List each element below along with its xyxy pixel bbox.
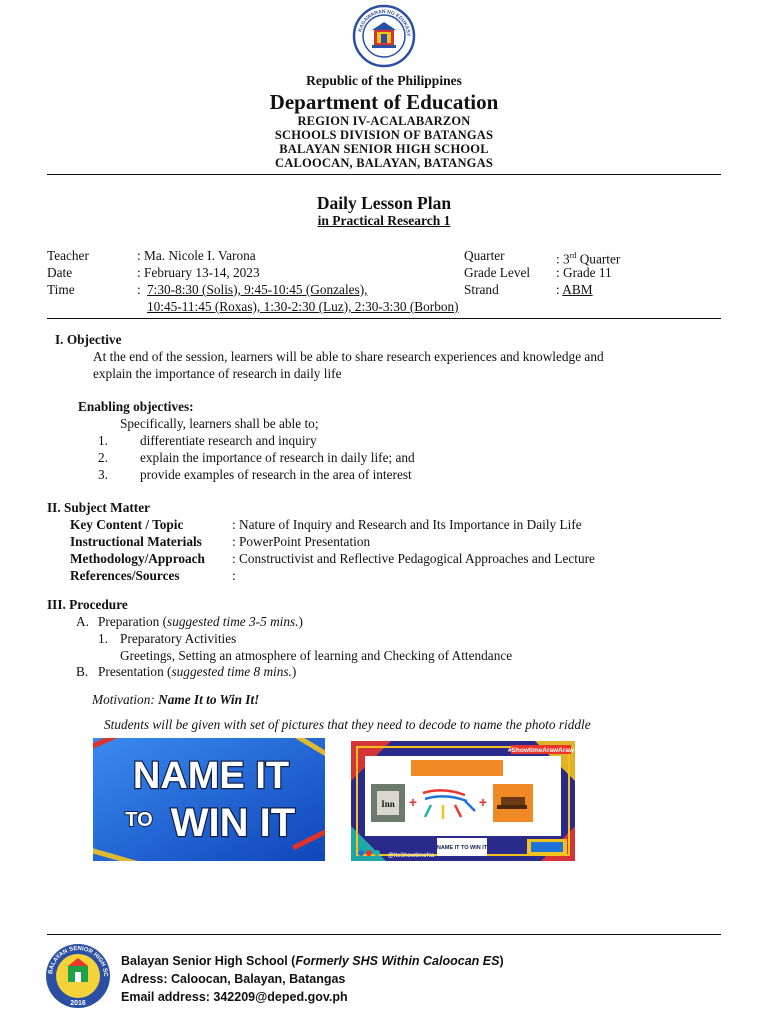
subject-value-references: :	[232, 568, 236, 583]
time-colon: :	[137, 282, 141, 297]
strand-colon: :	[556, 282, 560, 297]
school-line: BALAYAN SENIOR HIGH SCHOOL	[279, 142, 489, 156]
teacher-value: : Ma. Nicole I. Varona	[137, 248, 256, 263]
time-line-1: 7:30-8:30 (Solis), 9:45-10:45 (Gonzales),	[147, 282, 368, 297]
name-it-to-win-it-banner	[93, 738, 325, 861]
enabling-num-1: 1.	[98, 433, 108, 448]
strand-text: ABM	[562, 282, 593, 297]
time-label: Time	[47, 282, 75, 297]
enabling-num-3: 3.	[98, 467, 108, 482]
subject-label-materials: Instructional Materials	[70, 534, 202, 549]
subject-label-references: References/Sources	[70, 568, 180, 583]
footer-address: Adress: Caloocan, Balayan, Batangas	[121, 972, 346, 986]
preparatory-num: 1.	[98, 631, 108, 646]
presentation-close: )	[291, 664, 297, 679]
enabling-item-2: explain the importance of research in daily life; and	[140, 450, 415, 465]
objective-heading: I. Objective	[55, 332, 122, 347]
strand-value	[556, 281, 593, 298]
time-line-2: 10:45-11:45 (Roxas), 1:30-2:30 (Luz), 2:30-3:30 (Borbon)	[147, 299, 459, 314]
riddle-handle: @ItsShowtimeNa	[387, 853, 435, 859]
presentation-time: suggested time 8 mins.	[171, 664, 292, 679]
region-line: REGION IV-ACALABARZON	[297, 114, 471, 128]
lesson-plan-title: Daily Lesson Plan	[316, 193, 452, 213]
subtitle-text: in Practical Research 1	[317, 213, 451, 228]
objective-text-1: At the end of the session, learners will be able to share research experiences and knowledge and	[93, 349, 604, 364]
presentation-text: Presentation (	[98, 664, 172, 679]
grade-label: Grade Level	[464, 265, 531, 280]
motivation-title: Name It to Win It!	[158, 692, 260, 707]
quarter-sup: rd	[569, 251, 577, 260]
preparation-time: suggested time 3-5 mins.	[167, 614, 299, 629]
header-divider	[47, 174, 721, 175]
preparation-close: )	[298, 614, 303, 629]
department-title: Department of Education	[269, 90, 499, 114]
quarter-label: Quarter	[464, 248, 505, 263]
banner-to: TO	[125, 809, 153, 831]
footer-formerly: Formerly SHS Within Caloocan ES	[295, 954, 500, 968]
banner-name-it: NAME IT	[132, 755, 290, 797]
riddle-plus-2: +	[478, 794, 488, 810]
subject-value-topic: : Nature of Inquiry and Research and Its Importance in Daily Life	[232, 517, 582, 532]
preparatory-activities: Preparatory Activities	[120, 631, 237, 646]
riddle-inn-sign: Inn	[381, 799, 395, 809]
footer-school: Balayan Senior High School (	[121, 954, 296, 968]
riddle-plus-1: +	[408, 794, 418, 810]
subject-heading: II. Subject Matter	[47, 500, 151, 515]
enabling-heading: Enabling objectives:	[78, 399, 194, 414]
footer-seal-text: BALAYAN SENIOR HIGH SC	[48, 945, 109, 977]
enabling-item-3: provide examples of research in the area of interest	[140, 467, 412, 482]
teacher-label: Teacher	[47, 248, 89, 263]
enabling-item-1: differentiate research and inquiry	[140, 433, 317, 448]
footer-email: Email address: 342209@deped.gov.ph	[121, 990, 348, 1004]
address-line: CALOOCAN, BALAYAN, BATANGAS	[275, 156, 493, 170]
photo-riddle-screenshot	[351, 741, 575, 861]
objective-text-2: explain the importance of research in daily life	[93, 366, 342, 381]
division-line: SCHOOLS DIVISION OF BATANGAS	[274, 128, 494, 142]
footer-divider	[47, 934, 721, 935]
presentation-line	[98, 663, 296, 680]
riddle-logo: NAME IT TO WIN IT	[436, 845, 488, 851]
bshs-seal	[44, 942, 112, 1010]
deped-seal	[352, 4, 416, 68]
subject-value-methodology: : Constructivist and Reflective Pedagogical Approaches and Lecture	[232, 551, 595, 566]
seal-text: KAGAWARAN NG EDUKASY	[357, 8, 412, 37]
motivation-line	[92, 691, 259, 708]
footer-school-line	[121, 954, 504, 968]
strand-label: Strand	[464, 282, 499, 297]
footer-seal-year: 2016	[70, 1000, 86, 1007]
preparation-letter: A.	[76, 614, 89, 629]
republic-line: Republic of the Philippines	[306, 73, 462, 88]
riddle-hashtag: #ShowtimeArawAraw	[507, 747, 575, 754]
date-value: : February 13-14, 2023	[137, 265, 260, 280]
presentation-letter: B.	[76, 664, 89, 679]
info-divider	[47, 318, 721, 319]
quarter-num: 3	[563, 251, 570, 267]
quarter-colon: :	[556, 251, 560, 267]
preparation-text: Preparation (	[98, 614, 168, 629]
motivation-label: Motivation:	[92, 692, 159, 707]
enabling-num-2: 2.	[98, 450, 108, 465]
enabling-intro: Specifically, learners shall be able to;	[120, 416, 319, 431]
procedure-heading: III. Procedure	[47, 597, 128, 612]
motivation-instruction: Students will be given with set of pictures that they need to decode to name the photo riddle	[104, 717, 591, 732]
lesson-plan-subtitle	[0, 213, 768, 229]
subject-label-methodology: Methodology/Approach	[70, 551, 205, 566]
grade-value: : Grade 11	[556, 265, 612, 280]
banner-win-it: WIN IT	[170, 801, 296, 845]
quarter-rest: Quarter	[579, 251, 621, 267]
preparation-line	[98, 613, 303, 630]
preparatory-detail: Greetings, Setting an atmosphere of learning and Checking of Attendance	[120, 648, 513, 663]
footer-school-close: )	[499, 954, 504, 968]
subject-label-topic: Key Content / Topic	[70, 517, 184, 532]
date-label: Date	[47, 265, 73, 280]
subject-value-materials: : PowerPoint Presentation	[232, 534, 371, 549]
